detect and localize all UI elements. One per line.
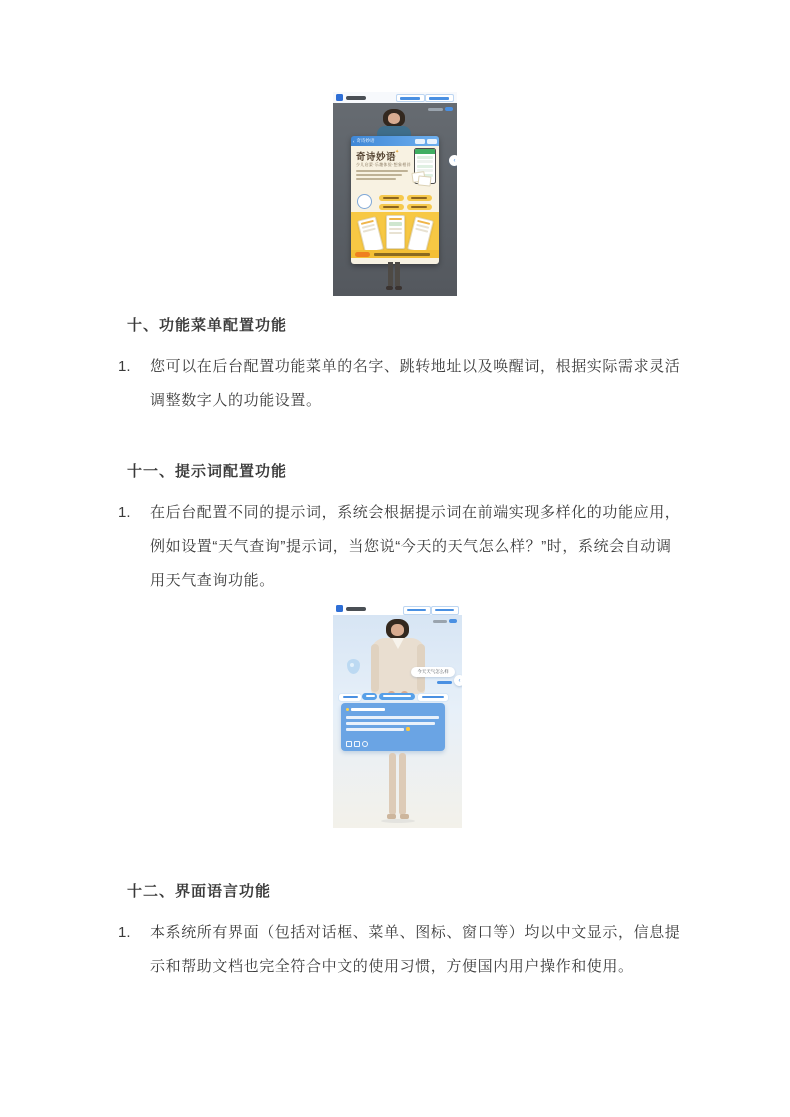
avatar-suit [371,638,425,694]
collapse-handle [454,675,462,686]
poster-pill-button [379,204,404,210]
nav-link-placeholder [396,94,425,102]
avatar-scene [333,103,457,296]
suggestion-chip [417,693,449,702]
refresh-icon [362,741,368,747]
poster-footer-strip [351,250,439,258]
app-title-placeholder [346,96,366,100]
paragraph-text: 本系统所有界面（包括对话框、菜单、图标、窗口等）均以中文显示，信息提示和帮助文档也完全符合中文的使用习惯，方便国内用户操作和使用。 [150,924,681,975]
nav-link-placeholder [425,94,454,102]
section-heading: 十一、提示词配置功能 [127,463,288,480]
avatar-legs [333,262,457,296]
card-thumbnail [418,175,432,186]
avatar-shoe [386,286,393,290]
mode-toggle-row [433,619,457,623]
footer-text-placeholder [374,253,430,256]
chevron-left-icon: ‹ [453,157,456,164]
weather-drop-icon [347,659,360,674]
avatar-scene [333,615,462,828]
avatar-leg [395,262,400,286]
avatar-leg [388,262,393,286]
screen-thumbnail [357,216,384,254]
mode-toggle-row [428,107,453,111]
sun-icon [346,708,349,711]
poster-text-placeholder [356,174,402,176]
section-heading: 十、功能菜单配置功能 [127,317,288,334]
copy-icon [354,741,360,747]
query-text: 今天天气怎么样 [417,669,449,674]
thumbs-up-icon [346,741,352,747]
avatar-face [388,113,400,124]
reply-link-placeholder [437,681,452,684]
panel-title-placeholder [351,708,385,711]
mode-label-placeholder [433,620,447,623]
paragraph-text: 在后台配置不同的提示词，系统会根据提示词在前端实现多样化的功能应用，例如设置“天气查询”提示词，当您说“今天的天气怎么样？”时，系统会自动调用天气查询功能。 [150,504,681,589]
suggestion-chip [338,693,362,702]
mode-toggle [445,107,453,111]
app-title-placeholder [346,607,366,611]
modal-button-placeholder [427,139,437,144]
panel-text-placeholder [346,722,435,725]
screen-thumbnail [407,216,434,254]
emoji-icon [406,727,410,731]
badge-seal [357,194,372,209]
sparkle-icon: ✦ [395,149,400,155]
poster-pill-button [407,195,432,201]
poster-text-placeholder [356,170,408,172]
avatar-face [391,624,404,636]
app-logo-icon [336,605,343,612]
weather-answer-panel [341,703,445,751]
nav-button-placeholder [431,606,459,615]
chevron-left-icon: ‹ [458,677,461,684]
mode-toggle [449,619,457,623]
modal-title: 奇诗妙语 [356,138,375,143]
modal-button-placeholder [415,139,425,144]
collapse-handle [449,155,457,166]
poster-modal-header [351,136,439,146]
poster-title: 奇诗妙语 [356,152,397,163]
avatar-shadow [381,819,415,823]
app-logo-icon [336,94,343,101]
panel-text-placeholder [346,716,439,719]
screen-thumbnail [386,215,405,249]
avatar-leg [399,753,406,815]
list-number: 1. [118,358,131,375]
poster-text-placeholder [356,178,396,180]
poster-pill-button [379,195,404,201]
mode-label-placeholder [428,108,443,111]
screenshot-poster-modal [333,92,457,296]
list-number: 1. [118,504,131,521]
back-icon: ‹ [353,138,355,144]
avatar-leg [389,753,396,815]
screenshot-weather-demo [333,603,462,828]
panel-text-placeholder [346,728,404,731]
list-number: 1. [118,924,131,941]
poster-body [351,146,439,264]
poster-pill-button [407,204,432,210]
section-heading: 十二、界面语言功能 [127,883,272,900]
avatar-shoe [395,286,402,290]
section-paragraph [118,350,684,418]
query-bubble [411,667,455,677]
poster-modal [351,136,439,264]
cta-button-placeholder [355,252,370,257]
section-paragraph [118,916,684,984]
poster-subtitle: 少儿启蒙·乐趣体验·想象相伴 [356,162,411,167]
nav-button-placeholder [403,606,431,615]
suggestion-chip [362,693,377,700]
suggestion-chip [379,693,415,700]
section-paragraph [118,496,684,598]
paragraph-text: 您可以在后台配置功能菜单的名字、跳转地址以及唤醒词，根据实际需求灵活调整数字人的功能设置。 [150,358,681,409]
poster-screens-band [351,212,439,258]
